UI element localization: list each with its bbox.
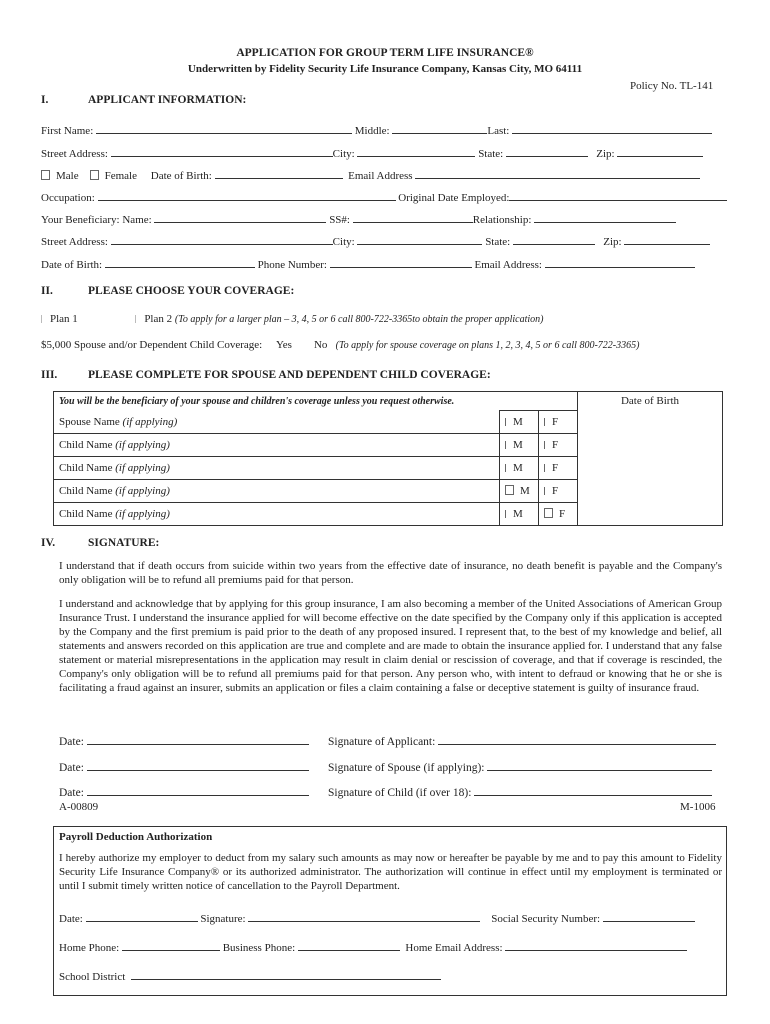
ssn-label: Social Security Number: (491, 913, 601, 925)
state2-label: State: (485, 236, 511, 248)
relationship-field[interactable] (534, 211, 676, 223)
beneficiary-name-field[interactable] (154, 211, 326, 223)
home-phone-label: Home Phone: (59, 942, 120, 954)
form-code-right: M-1006 (680, 801, 716, 813)
gender-dob-row (41, 167, 700, 182)
first-name-label: First Name: (41, 125, 94, 137)
date-label: Date: (59, 762, 84, 774)
dob-label: Date of Birth: (150, 170, 212, 182)
zip2-label: Zip: (603, 236, 622, 248)
male-cell[interactable] (500, 457, 539, 480)
ssn-field[interactable] (603, 910, 695, 922)
child-name-cell[interactable] (54, 434, 500, 457)
relationship-label: Relationship: (472, 214, 532, 226)
last-name-field[interactable] (512, 122, 712, 134)
female-label: F (559, 508, 566, 520)
home-email-label: Home Email Address: (405, 942, 503, 954)
applicant-date-row (59, 733, 309, 748)
ssn-label: SS#: (329, 214, 350, 226)
child-signature-row (328, 784, 712, 799)
payroll-signature-label: Signature: (200, 913, 246, 925)
spouse-signature-row (328, 759, 712, 774)
row-note: (if applying) (115, 439, 170, 451)
payroll-date-label: Date: (59, 913, 83, 925)
applicant-signature-row (328, 733, 716, 748)
last-name-label: Last: (487, 125, 510, 137)
zip-label: Zip: (596, 148, 615, 160)
row-note: (if applying) (115, 462, 170, 474)
female-cell[interactable] (539, 480, 578, 503)
name-row (41, 122, 712, 137)
child-name-cell[interactable] (54, 457, 500, 480)
phone-label: Phone Number: (257, 259, 327, 271)
section-3-heading: PLEASE COMPLETE FOR SPOUSE AND DEPENDENT CHILD COVERAGE: (88, 369, 491, 381)
street2-field[interactable] (111, 233, 333, 245)
section-4-number: IV. (41, 537, 56, 549)
table-note: You will be the beneficiary of your spouse and children's coverage unless you request otherwise. (54, 392, 578, 411)
section-4-heading: SIGNATURE: (88, 537, 160, 549)
female-cell[interactable] (539, 411, 578, 434)
female-checkbox[interactable] (544, 508, 553, 518)
policy-number: Policy No. TL-141 (630, 80, 714, 92)
email2-field[interactable] (545, 256, 695, 268)
male-checkbox[interactable] (505, 464, 507, 472)
payroll-row-3 (59, 968, 441, 983)
row-note: (if applying) (115, 508, 170, 520)
date-of-birth-header: Date of Birth (578, 392, 723, 526)
dob-field[interactable] (215, 167, 343, 179)
city2-field[interactable] (357, 233, 482, 245)
section-2-number: II. (41, 285, 53, 297)
payroll-authorization-text: I hereby authorize my employer to deduct from my salary such amounts as may now or hereafter be payable by me and to pay this amount to Fidelity Security Life Insurance Company® or its authorized administrator. The authorization will continue in effect until my employment is terminated or until I submit timely written notice of cancellation to the Payroll Department. (59, 852, 722, 892)
plan2-checkbox[interactable] (135, 315, 138, 323)
orig-date-label: Original Date Employed: (398, 192, 510, 204)
male-cell[interactable] (500, 411, 539, 434)
child-name-cell[interactable] (54, 480, 500, 503)
male-label: M (513, 416, 523, 428)
city-field[interactable] (357, 145, 475, 157)
zip2-field[interactable] (624, 233, 710, 245)
male-checkbox[interactable] (41, 170, 50, 180)
school-district-label: School District (59, 971, 126, 983)
home-phone-field[interactable] (122, 939, 220, 951)
male-label: M (513, 462, 523, 474)
female-label: Female (104, 170, 137, 182)
date-label: Date: (59, 736, 84, 748)
male-checkbox[interactable] (505, 510, 507, 518)
row-label: Child Name (59, 485, 113, 497)
spouse-signature-field[interactable] (487, 759, 712, 771)
spouse-coverage-note: (To apply for spouse coverage on plans 1, 2, 3, 4, 5 or 6 call 800-722-3365) (335, 340, 640, 351)
middle-name-label: Middle: (354, 125, 390, 137)
child-signature-field[interactable] (474, 784, 712, 796)
plan-row (41, 313, 543, 325)
male-checkbox[interactable] (505, 485, 514, 495)
female-cell[interactable] (539, 434, 578, 457)
child-name-cell[interactable] (54, 503, 500, 526)
male-checkbox[interactable] (505, 418, 507, 426)
applicant-signature-field[interactable] (438, 733, 716, 745)
plan1-checkbox[interactable] (41, 315, 44, 323)
payroll-heading: Payroll Deduction Authorization (59, 831, 213, 843)
email-field[interactable] (415, 167, 700, 179)
dependent-coverage-table (53, 391, 723, 526)
spouse-coverage-row (41, 339, 639, 351)
email2-label: Email Address: (474, 259, 542, 271)
orig-date-field[interactable] (509, 189, 727, 201)
male-cell[interactable] (500, 503, 539, 526)
male-label: M (513, 508, 523, 520)
table-header-row (54, 392, 723, 411)
row-label: Child Name (59, 508, 113, 520)
form-subtitle: Underwritten by Fidelity Security Life Insurance Company, Kansas City, MO 64111 (187, 63, 583, 75)
beneficiary-address-row (41, 233, 710, 248)
business-phone-label: Business Phone: (222, 942, 296, 954)
phone-field[interactable] (330, 256, 472, 268)
middle-name-field[interactable] (392, 122, 487, 134)
male-label: Male (56, 170, 79, 182)
row-note: (if applying) (115, 485, 170, 497)
female-label: F (552, 439, 559, 451)
date-label: Date: (59, 787, 84, 799)
street-label: Street Address: (41, 148, 108, 160)
plan2-note: (To apply for a larger plan – 3, 4, 5 or 6 call 800-722-3365to obtain the proper application) (174, 314, 544, 325)
city-label: City: (332, 148, 355, 160)
acknowledgement-paragraph: I understand and acknowledge that by applying for this group insurance, I am also becoming a member of the United Associations of American Group Insurance Trust. I understand the insurance applied for will become effective on the date specified by the Company only if this application is accepted by the Company and the first premium is paid prior to the death of any proposed insured. I represent that, to the best of my knowledge and belief, all statements and answers recorded on this application are true and complete and are made to obtain the insurance applied for. I understand that any false statement or material misrepresentations in the application may result in claim denial or rescission of coverage, and that if coverage is rescinded, the Company's only obligation will be to refund all premiums paid for that person. Any person who, with intent to defraud or knowing that he or she is facilitating a fraud against an insurer, submits an application or files a claim containing a false or deceptive statement is guilty of insurance fraud. (59, 598, 722, 694)
dob2-label: Date of Birth: (41, 259, 103, 271)
spouse-coverage-label: $5,000 Spouse and/or Dependent Child Coverage: (41, 339, 263, 351)
female-label: F (552, 485, 559, 497)
female-label: F (552, 416, 559, 428)
home-email-field[interactable] (505, 939, 687, 951)
payroll-date-field[interactable] (86, 910, 198, 922)
email-label: Email Address (348, 170, 413, 182)
payroll-signature-field[interactable] (248, 910, 480, 922)
female-checkbox[interactable] (544, 487, 546, 495)
form-code-left: A-00809 (59, 801, 99, 813)
row-label: Spouse Name (59, 415, 120, 428)
address-row (41, 145, 703, 160)
male-cell[interactable] (500, 434, 539, 457)
suicide-clause-paragraph: I understand that if death occurs from suicide within two years from the effective date of insurance, no death benefit is payable and the Company's only obligation will be to refund all premiums paid for that person. (59, 560, 722, 586)
row-note: (if applying) (122, 415, 178, 428)
row-label: Child Name (59, 439, 113, 451)
beneficiary-row (41, 211, 676, 226)
form-title: APPLICATION FOR GROUP TERM LIFE INSURANCE® (236, 47, 534, 59)
child-signature-label: Signature of Child (if over 18): (328, 787, 472, 799)
applicant-date-field[interactable] (87, 733, 309, 745)
zip-field[interactable] (617, 145, 703, 157)
section-3-number: III. (41, 369, 58, 381)
plan1-label: Plan 1 (50, 313, 78, 325)
female-checkbox[interactable] (90, 170, 99, 180)
spouse-date-row (59, 759, 309, 774)
beneficiary-contact-row (41, 256, 695, 271)
child-date-field[interactable] (87, 784, 309, 796)
state2-field[interactable] (513, 233, 595, 245)
no-option[interactable]: No (313, 339, 328, 351)
section-1-number: I. (41, 94, 49, 106)
child-date-row (59, 784, 309, 799)
male-label: M (513, 439, 523, 451)
dob2-field[interactable] (105, 256, 255, 268)
female-cell[interactable] (539, 457, 578, 480)
payroll-row-2 (59, 939, 687, 954)
row-label: Child Name (59, 462, 113, 474)
spouse-date-field[interactable] (87, 759, 309, 771)
male-label: M (520, 485, 530, 497)
business-phone-field[interactable] (298, 939, 400, 951)
male-checkbox[interactable] (505, 441, 507, 449)
city2-label: City: (332, 236, 355, 248)
state-label: State: (478, 148, 504, 160)
female-checkbox[interactable] (544, 441, 546, 449)
occupation-row (41, 189, 727, 204)
state-field[interactable] (506, 145, 588, 157)
occupation-label: Occupation: (41, 192, 95, 204)
female-label: F (552, 462, 559, 474)
plan2-label: Plan 2 (144, 313, 173, 325)
ssn-field[interactable] (353, 211, 473, 223)
yes-option[interactable]: Yes (275, 339, 292, 351)
female-checkbox[interactable] (544, 464, 546, 472)
section-1-heading: APPLICANT INFORMATION: (88, 94, 247, 106)
school-district-field[interactable] (131, 968, 441, 980)
female-cell[interactable] (539, 503, 578, 526)
spouse-signature-label: Signature of Spouse (if applying): (328, 762, 485, 774)
female-checkbox[interactable] (544, 418, 546, 426)
first-name-field[interactable] (96, 122, 352, 134)
occupation-field[interactable] (98, 189, 396, 201)
applicant-signature-label: Signature of Applicant: (328, 736, 436, 748)
spouse-name-cell[interactable] (54, 411, 500, 434)
beneficiary-label: Your Beneficiary: Name: (41, 214, 152, 226)
street2-label: Street Address: (41, 236, 108, 248)
male-cell[interactable] (500, 480, 539, 503)
payroll-row-1 (59, 910, 695, 925)
section-2-heading: PLEASE CHOOSE YOUR COVERAGE: (88, 285, 295, 297)
street-field[interactable] (111, 145, 333, 157)
